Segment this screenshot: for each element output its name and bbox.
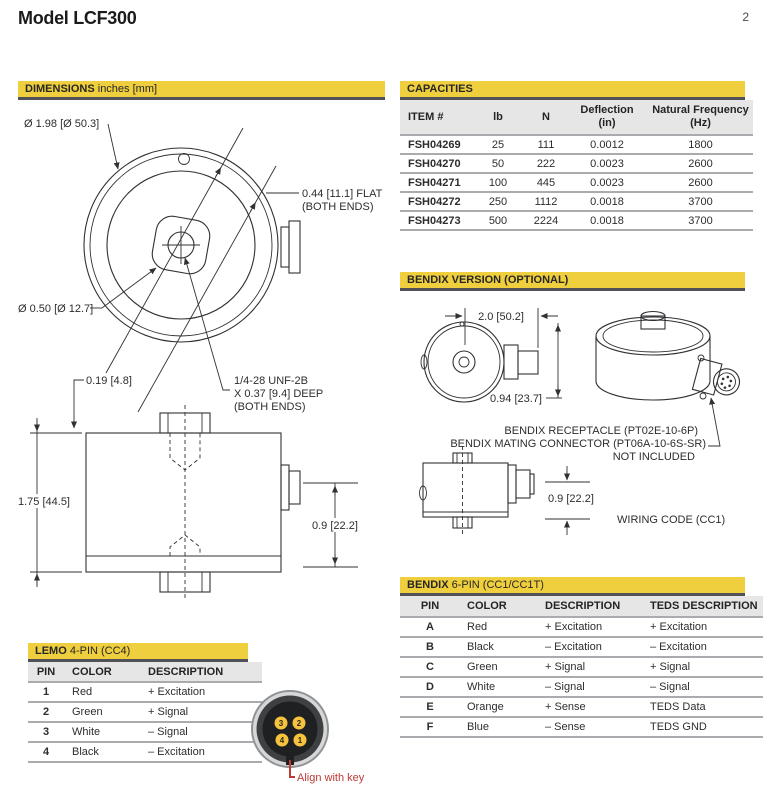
cell-lb: 250	[488, 195, 508, 208]
cell-lb: 50	[491, 157, 505, 170]
capacities-section-header	[400, 81, 745, 100]
cell-desc: + Signal	[148, 706, 189, 718]
dimensions-subtitle: inches [mm]	[94, 83, 158, 95]
table-row	[28, 722, 262, 742]
dimensions-section-header	[18, 81, 385, 100]
table-header-row	[28, 662, 262, 682]
cell-pin: 1	[42, 686, 50, 698]
cell-pin: E	[426, 701, 434, 713]
lemo-subtitle: 4-PIN (CC4)	[66, 645, 131, 657]
lemo-pin-table	[28, 662, 262, 763]
cell-pin: C	[426, 661, 434, 673]
cell-pin: F	[426, 721, 434, 733]
pin-number-4: 4	[279, 736, 285, 745]
table-row	[400, 192, 753, 211]
cell-color: Green	[467, 661, 498, 673]
bendix-receptacle-label: BENDIX RECEPTACLE (PT02E-10-6P)	[504, 425, 698, 437]
table-row	[400, 173, 753, 192]
table-row	[400, 657, 763, 677]
bendix-version-drawing	[400, 296, 771, 560]
cell-deflection: 0.0023	[590, 157, 624, 170]
cell-color: White	[467, 681, 496, 693]
cell-color: Blue	[467, 721, 490, 733]
cell-color: Green	[72, 706, 103, 718]
cell-frequency: 3700	[688, 214, 713, 227]
col-n: N	[542, 111, 550, 123]
col-deflection-line1: Deflection	[580, 104, 634, 116]
table-row	[400, 717, 763, 737]
cell-deflection: 0.0012	[590, 138, 624, 151]
lemo-connector-drawing	[248, 686, 372, 798]
cell-desc: – Signal	[545, 681, 585, 693]
cell-deflection: 0.0023	[590, 176, 624, 189]
bendix-boss-label: 0.94 [23.7]	[490, 393, 542, 405]
cell-pin: B	[426, 641, 434, 653]
table-row	[400, 211, 753, 230]
table-row	[28, 742, 262, 762]
cell-lb: 500	[488, 214, 508, 227]
bendix-top-view	[421, 308, 562, 405]
bendix-version-title: BENDIX VERSION (OPTIONAL)	[407, 274, 569, 286]
cell-color: Orange	[467, 701, 504, 713]
flat-label-line2: (BOTH ENDS)	[302, 201, 374, 213]
cell-color: Red	[72, 686, 93, 698]
table-row	[28, 682, 262, 702]
cell-item: FSH04270	[408, 157, 461, 170]
bendix-pin-title: BENDIX	[407, 579, 449, 591]
cell-item: FSH04269	[408, 138, 461, 151]
page-number: 2	[742, 10, 749, 24]
table-row	[28, 702, 262, 722]
not-included-label: NOT INCLUDED	[612, 451, 695, 463]
col-desc: DESCRIPTION	[148, 665, 224, 678]
cell-pin: 3	[42, 726, 50, 738]
cell-desc: – Sense	[545, 721, 586, 733]
cell-color: White	[72, 726, 101, 738]
cell-desc: + Signal	[545, 661, 586, 673]
cell-item: FSH04273	[408, 214, 461, 227]
cell-teds: – Signal	[650, 681, 690, 693]
col-natural-frequency	[648, 100, 753, 135]
col-color: COLOR	[467, 600, 507, 612]
dimensions-drawing	[18, 100, 388, 620]
capacities-title: CAPACITIES	[407, 83, 473, 95]
cell-item: FSH04271	[408, 176, 461, 189]
table-row	[400, 697, 763, 717]
height-dimension-label: 1.75 [44.5]	[18, 496, 70, 508]
bendix-mating-label: BENDIX MATING CONNECTOR (PT06A-10-6S-SR)	[450, 438, 706, 450]
cell-desc: – Excitation	[545, 641, 602, 653]
bendix-version-section-header	[400, 272, 745, 291]
dimensions-title: DIMENSIONS	[25, 83, 95, 95]
pin-number-1: 1	[297, 736, 303, 745]
bendix-side-view	[420, 446, 595, 535]
lemo-title: LEMO	[35, 645, 67, 657]
table-row	[400, 617, 763, 637]
pin-number-2: 2	[296, 719, 302, 728]
flat-label-line1: 0.44 [11.1] FLAT	[302, 188, 383, 200]
cell-desc: + Sense	[545, 701, 586, 713]
col-pin: PIN	[36, 665, 56, 678]
capacities-table	[400, 100, 753, 231]
col-frequency-line1: Natural Frequency	[652, 104, 749, 116]
bendix-pin-subtitle: 6-PIN (CC1/CC1T)	[448, 579, 544, 591]
lemo-section-header	[28, 643, 248, 662]
col-deflection	[566, 100, 648, 135]
thread-label-line2: X 0.37 [9.4] DEEP	[234, 388, 324, 400]
cell-desc: + Excitation	[545, 621, 603, 633]
outer-diameter-label: Ø 1.98 [Ø 50.3]	[24, 118, 100, 130]
col-pin: PIN	[420, 600, 440, 612]
cell-lb: 25	[491, 138, 505, 151]
cell-n: 1112	[534, 195, 558, 208]
connector-face	[252, 691, 328, 767]
cell-desc: + Excitation	[148, 686, 206, 698]
cell-deflection: 0.0018	[590, 195, 624, 208]
cell-teds: + Signal	[650, 661, 691, 673]
bendix-pin-section-header	[400, 577, 745, 596]
cell-teds: + Excitation	[650, 621, 708, 633]
col-color: COLOR	[72, 665, 112, 678]
cell-deflection: 0.0018	[590, 214, 624, 227]
table-header-row	[400, 596, 763, 617]
cell-n: 2224	[533, 214, 559, 227]
col-frequency-line2: (Hz)	[690, 117, 711, 129]
cell-pin: D	[426, 681, 434, 693]
cell-frequency: 3700	[688, 195, 713, 208]
cell-pin: 2	[42, 706, 50, 718]
boss-diameter-label: Ø 0.50 [Ø 12.7]	[18, 303, 94, 315]
bendix-width-label: 2.0 [50.2]	[478, 311, 524, 323]
cell-color: Black	[467, 641, 494, 653]
wiring-code-label: WIRING CODE (CC1)	[617, 514, 726, 526]
cell-teds: TEDS GND	[650, 721, 707, 733]
pin-number-3: 3	[278, 719, 284, 728]
cell-desc: – Excitation	[148, 746, 205, 758]
table-row	[400, 135, 753, 154]
cell-desc: – Signal	[148, 726, 188, 738]
plate-thickness-label: 0.19 [4.8]	[86, 375, 132, 387]
col-lb: lb	[493, 111, 503, 123]
table-header-row	[400, 100, 753, 135]
cell-color: Black	[72, 746, 99, 758]
cell-frequency: 2600	[688, 157, 713, 170]
cell-n: 445	[536, 176, 556, 189]
thread-label-line1: 1/4-28 UNF-2B	[234, 375, 308, 387]
table-row	[400, 637, 763, 657]
cell-n: 111	[537, 138, 555, 151]
bendix-connector-height-label: 0.9 [22.2]	[548, 493, 594, 505]
col-teds: TEDS DESCRIPTION	[650, 600, 758, 612]
connector-height-label: 0.9 [22.2]	[312, 520, 358, 532]
load-cell-top-view	[84, 128, 300, 412]
cell-n: 222	[536, 157, 556, 170]
cell-pin: 4	[42, 746, 50, 758]
table-row	[400, 677, 763, 697]
col-desc: DESCRIPTION	[545, 600, 621, 612]
cell-color: Red	[467, 621, 488, 633]
cell-lb: 100	[488, 176, 508, 189]
thread-label-line3: (BOTH ENDS)	[234, 401, 306, 413]
cell-teds: – Excitation	[650, 641, 707, 653]
cell-frequency: 2600	[688, 176, 713, 189]
cell-item: FSH04272	[408, 195, 461, 208]
load-cell-side-view	[18, 405, 361, 600]
page-title: Model LCF300	[18, 8, 137, 28]
cell-teds: TEDS Data	[650, 701, 706, 713]
align-with-key-label: Align with key	[297, 772, 365, 784]
col-item: ITEM #	[408, 111, 444, 123]
bendix-pin-table	[400, 596, 763, 738]
dimension-labels	[18, 118, 383, 428]
table-row	[400, 154, 753, 173]
col-deflection-line2: (in)	[598, 117, 616, 129]
cell-pin: A	[426, 621, 434, 633]
cell-frequency: 1800	[688, 138, 713, 151]
